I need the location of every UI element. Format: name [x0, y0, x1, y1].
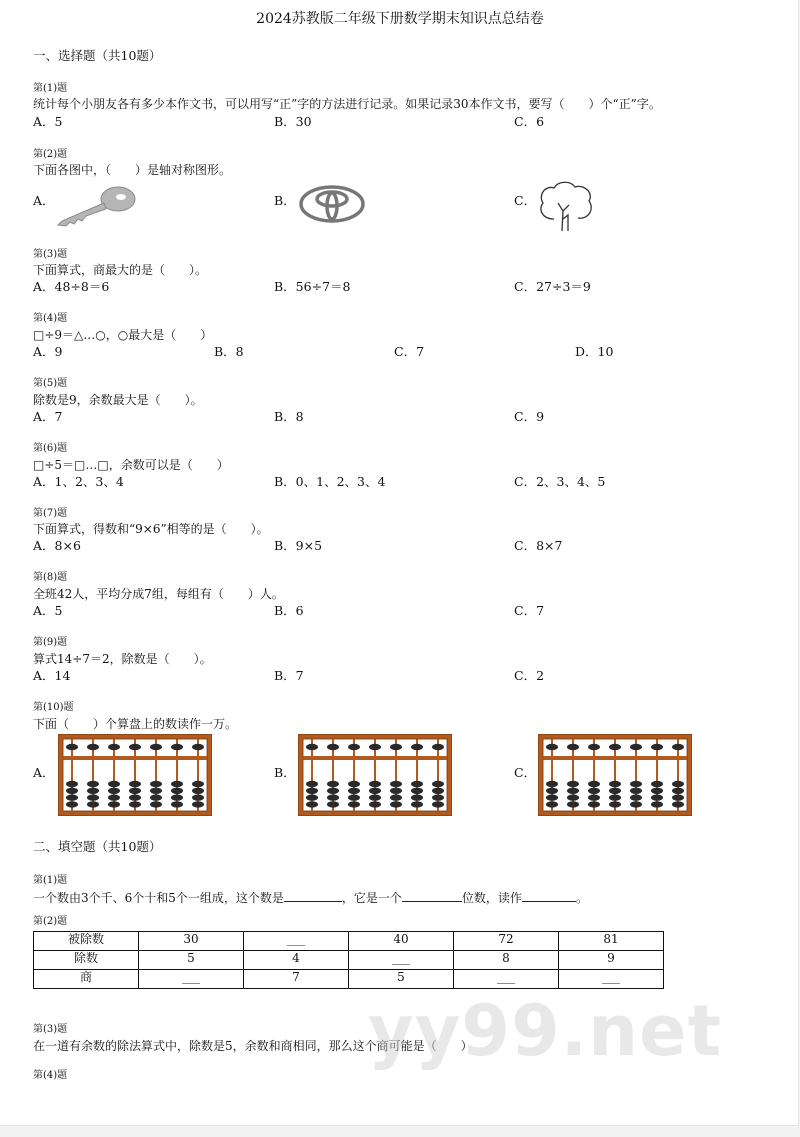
- option-c: C．2: [514, 668, 545, 683]
- question-number: 第(1)题: [33, 875, 68, 886]
- table-cell: 40: [349, 932, 454, 951]
- question-number: 第(5)题: [33, 378, 68, 389]
- option-b: B．56÷7＝8: [274, 279, 351, 294]
- question-number: 第(6)题: [33, 443, 68, 454]
- table-cell[interactable]: ___: [454, 970, 559, 989]
- option-a: A．5: [33, 114, 63, 129]
- table-row: [34, 932, 664, 951]
- table-cell: 5: [349, 970, 454, 989]
- table-cell: 除数: [34, 951, 139, 970]
- table-row: [34, 970, 664, 989]
- option-b: B．7: [274, 668, 304, 683]
- option-d: D．10: [575, 344, 614, 359]
- option-b: B．6: [274, 603, 304, 618]
- question-stem: 算式14÷7＝2，除数是（ ）。: [33, 652, 212, 666]
- abacus-icon: [298, 734, 452, 816]
- stem-part: 。: [575, 891, 588, 905]
- question-number: 第(3)题: [33, 1024, 68, 1035]
- option-c: C．8×7: [514, 538, 563, 553]
- option-b: B．: [274, 765, 296, 780]
- option-a: A．7: [33, 409, 63, 424]
- answer-blank[interactable]: [402, 891, 462, 902]
- table-cell: 5: [139, 951, 244, 970]
- car-logo-icon: [298, 184, 366, 224]
- option-c: C．: [514, 193, 537, 208]
- option-a: A．: [33, 765, 55, 780]
- question-stem: □÷5＝□…□，余数可以是（ ）: [33, 458, 229, 472]
- table-cell: 8: [454, 951, 559, 970]
- question-number: 第(4)题: [33, 313, 68, 324]
- question-stem: 下面（ ）个算盘上的数读作一万。: [33, 717, 238, 731]
- answer-blank[interactable]: [284, 891, 342, 902]
- option-a: A．5: [33, 603, 63, 618]
- question-number: 第(2)题: [33, 149, 68, 160]
- question-stem: 在一道有余数的除法算式中，除数是5，余数和商相同，那么这个商可能是（ ）: [33, 1039, 473, 1053]
- option-b: B．30: [274, 114, 312, 129]
- table-cell: 商: [34, 970, 139, 989]
- table-row: [34, 951, 664, 970]
- question-number: 第(3)题: [33, 249, 68, 260]
- question-number: 第(8)题: [33, 572, 68, 583]
- option-a: A．14: [33, 668, 71, 683]
- option-b: B．8: [214, 344, 244, 359]
- option-c: C．6: [514, 114, 545, 129]
- page-title: 2024苏教版二年级下册数学期末知识点总结卷: [256, 11, 544, 27]
- option-c: C．: [514, 765, 537, 780]
- table-cell[interactable]: ___: [139, 970, 244, 989]
- stem-part: 位数，读作: [461, 891, 522, 905]
- option-b: B．9×5: [274, 538, 323, 553]
- option-c: C．9: [514, 409, 545, 424]
- question-number: 第(2)题: [33, 916, 68, 927]
- question-stem: □÷9＝△…○，○最大是（ ）: [33, 328, 213, 342]
- question-stem: 全班42人，平均分成7组，每组有（ ）人。: [33, 587, 284, 601]
- option-c: C．2、3、4、5: [514, 474, 606, 489]
- option-a: A．8×6: [33, 538, 81, 553]
- abacus-icon: [538, 734, 692, 816]
- table-cell: 30: [139, 932, 244, 951]
- question-number: 第(7)题: [33, 508, 68, 519]
- tree-icon: [536, 179, 598, 233]
- question-number: 第(10)题: [33, 702, 74, 713]
- division-table: [33, 931, 664, 989]
- table-cell: 被除数: [34, 932, 139, 951]
- option-c: C．7: [394, 344, 425, 359]
- question-number: 第(9)题: [33, 637, 68, 648]
- watermark: yy99.net: [368, 990, 723, 1072]
- section-heading-choice: 一、选择题（共10题）: [33, 48, 162, 63]
- table-cell: 81: [559, 932, 664, 951]
- option-c: C．27÷3＝9: [514, 279, 591, 294]
- question-stem: [33, 891, 588, 904]
- question-stem: 下面各图中，（ ）是轴对称图形。: [33, 163, 232, 177]
- stem-part: ，它是一个: [341, 891, 402, 905]
- option-b: B．0、1、2、3、4: [274, 474, 386, 489]
- stem-part: 一个数由3个千、6个十和5个一组成，这个数是: [33, 891, 284, 905]
- table-cell: 72: [454, 932, 559, 951]
- question-stem: 下面算式，得数和“9×6”相等的是（ ）。: [33, 522, 269, 536]
- question-number: 第(4)题: [33, 1070, 68, 1081]
- key-icon: [56, 185, 136, 227]
- section-heading-fill: 二、填空题（共10题）: [33, 839, 162, 854]
- question-stem: 下面算式，商最大的是（ ）。: [33, 263, 208, 277]
- option-a: A．: [33, 193, 55, 208]
- question-stem: 除数是9，余数最大是（ ）。: [33, 393, 203, 407]
- question-number: 第(1)题: [33, 83, 68, 94]
- option-b: B．8: [274, 409, 304, 424]
- option-b: B．: [274, 193, 296, 208]
- table-cell[interactable]: ___: [559, 970, 664, 989]
- table-cell: 9: [559, 951, 664, 970]
- answer-blank[interactable]: [522, 891, 576, 902]
- table-cell[interactable]: ___: [349, 951, 454, 970]
- option-c: C．7: [514, 603, 545, 618]
- table-cell: 7: [244, 970, 349, 989]
- option-a: A．48÷8＝6: [33, 279, 110, 294]
- option-a: A．1、2、3、4: [33, 474, 124, 489]
- table-cell: 4: [244, 951, 349, 970]
- abacus-icon: [58, 734, 212, 816]
- option-a: A．9: [33, 344, 63, 359]
- table-cell[interactable]: ___: [244, 932, 349, 951]
- question-stem: 统计每个小朋友各有多少本作文书，可以用写“正”字的方法进行记录。如果记录30本作文书，要写（ ）个“正”字。: [33, 97, 661, 111]
